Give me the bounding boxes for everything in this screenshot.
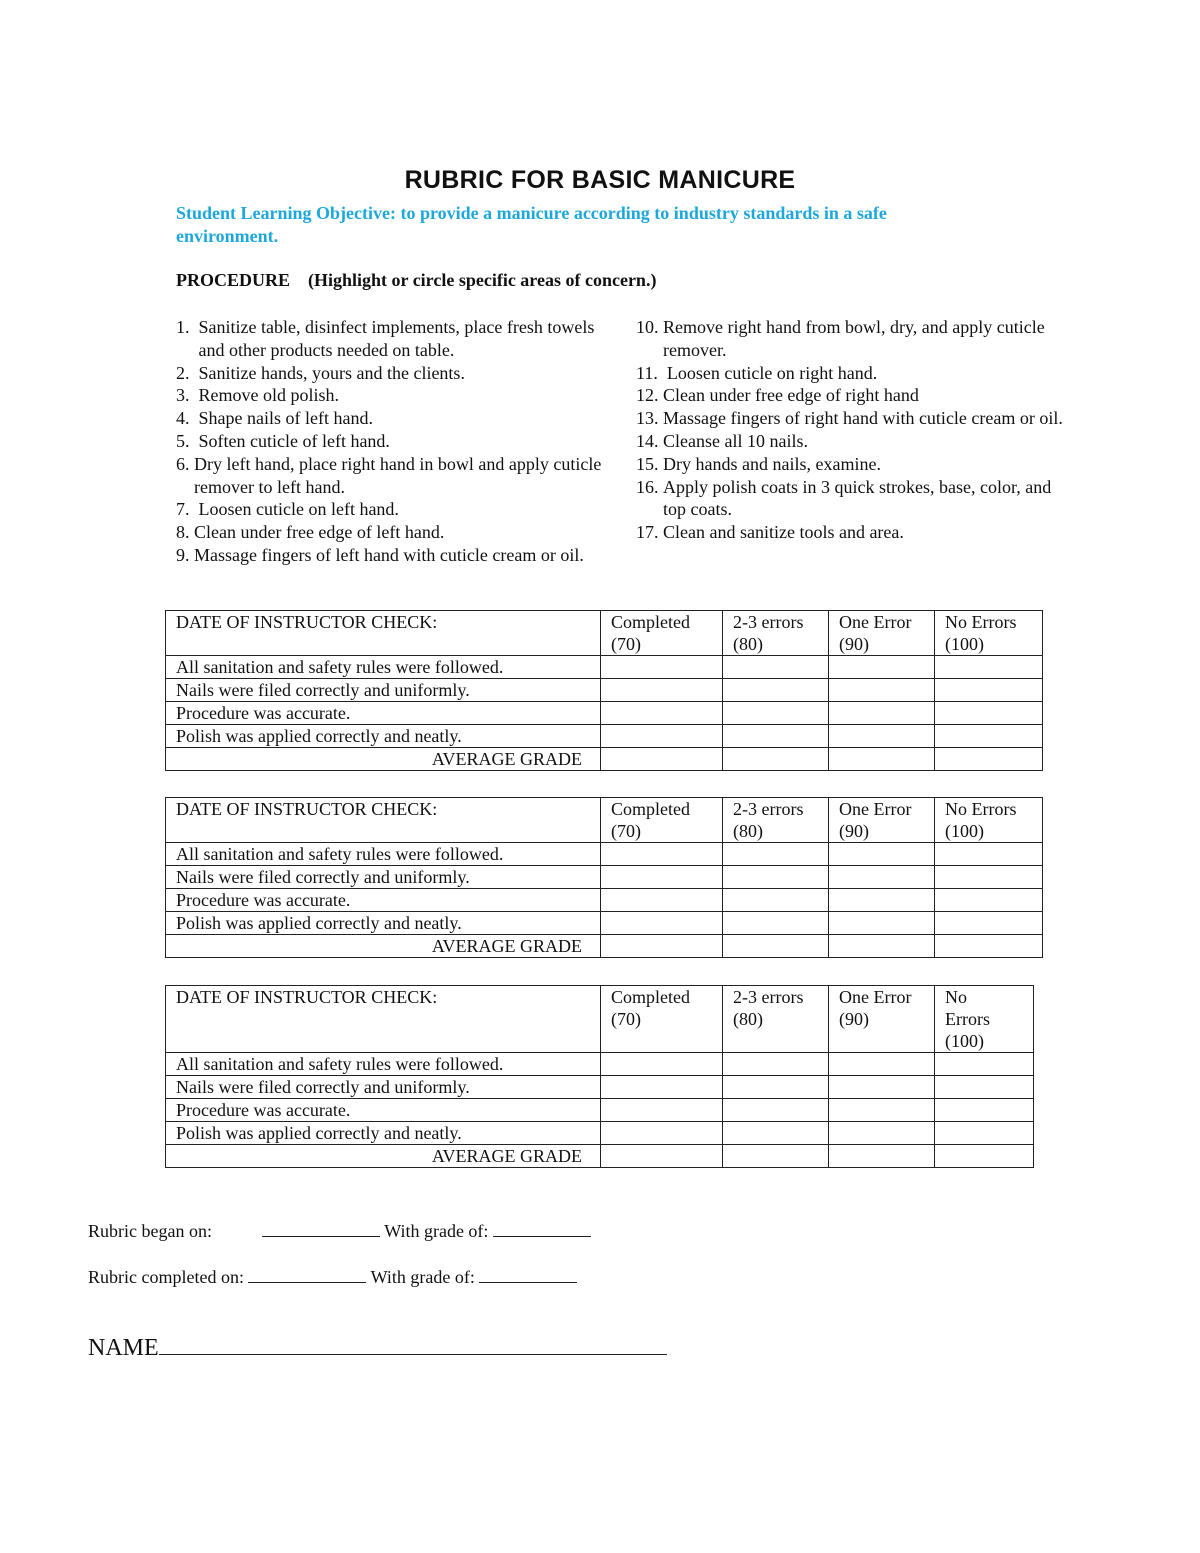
step-text: Shape nails of left hand. — [198, 408, 373, 429]
grade-cell[interactable] — [829, 679, 935, 702]
step-number: 5. — [176, 430, 199, 451]
grade-cell[interactable] — [723, 702, 829, 725]
step-text: Dry hands and nails, examine. — [663, 453, 881, 474]
criterion-label: Procedure was accurate. — [166, 702, 601, 725]
table-row — [166, 725, 1043, 748]
criterion-label: Nails were filed correctly and uniformly. — [166, 1076, 601, 1099]
step-number: 9. — [176, 544, 194, 565]
grade-cell[interactable] — [601, 1122, 723, 1145]
step-number: 13. — [636, 408, 663, 429]
table-row — [166, 935, 1043, 958]
column-one-error: One Error (90) — [829, 986, 935, 1053]
grade-cell[interactable] — [935, 935, 1043, 958]
grade-cell[interactable] — [829, 725, 935, 748]
grade-cell[interactable] — [935, 912, 1043, 935]
step-text: Sanitize table, disinfect implements, place fresh towels and other products needed on table. — [198, 317, 595, 360]
column-2-3-errors: 2-3 errors (80) — [723, 798, 829, 843]
grade-cell[interactable] — [601, 702, 723, 725]
step-number: 7. — [176, 499, 199, 520]
table-row — [166, 866, 1043, 889]
step-number: 11. — [636, 362, 667, 383]
step-number: 12. — [636, 385, 663, 406]
step-text: Remove right hand from bowl, dry, and apply cuticle remover. — [663, 317, 1045, 360]
rubric-table — [165, 797, 1043, 958]
table-row — [166, 1122, 1034, 1145]
rubric-began-line — [88, 1220, 591, 1242]
procedure-step — [176, 453, 616, 499]
procedure-step — [636, 476, 1076, 522]
grade-cell[interactable] — [829, 866, 935, 889]
criterion-label: All sanitation and safety rules were followed. — [166, 843, 601, 866]
step-text: Loosen cuticle on left hand. — [198, 499, 399, 520]
procedure-step — [636, 521, 1076, 544]
procedure-step — [636, 407, 1076, 430]
grade-cell[interactable] — [829, 1122, 935, 1145]
average-grade-label: AVERAGE GRADE — [166, 748, 601, 771]
grade-cell[interactable] — [829, 1145, 935, 1168]
grade-cell[interactable] — [935, 656, 1043, 679]
grade-cell[interactable] — [723, 679, 829, 702]
procedure-label: PROCEDURE — [176, 270, 291, 290]
grade-cell[interactable] — [723, 1076, 829, 1099]
grade-cell[interactable] — [723, 889, 829, 912]
step-number: 3. — [176, 385, 199, 406]
criterion-label: Polish was applied correctly and neatly. — [166, 725, 601, 748]
grade-cell[interactable] — [935, 1122, 1034, 1145]
procedure-step — [176, 430, 616, 453]
grade-cell[interactable] — [601, 1099, 723, 1122]
criterion-label: Procedure was accurate. — [166, 1099, 601, 1122]
name-field[interactable] — [159, 1334, 667, 1355]
grade-cell[interactable] — [723, 912, 829, 935]
column-completed: Completed (70) — [601, 611, 723, 656]
grade-cell[interactable] — [723, 748, 829, 771]
column-no-errors: No Errors (100) — [935, 611, 1043, 656]
grade-cell[interactable] — [935, 1099, 1034, 1122]
table-row — [166, 1076, 1034, 1099]
table-row — [166, 656, 1043, 679]
step-number: 15. — [636, 453, 663, 474]
procedure-step — [636, 316, 1076, 362]
grade-cell[interactable] — [829, 935, 935, 958]
grade-cell[interactable] — [723, 843, 829, 866]
step-text: Clean under free edge of right hand — [663, 385, 919, 406]
step-number: 4. — [176, 408, 199, 429]
grade-cell[interactable] — [723, 935, 829, 958]
grade-cell[interactable] — [601, 1076, 723, 1099]
column-no-errors: No Errors (100) — [935, 986, 1034, 1053]
grade-label: With grade of: — [384, 1221, 489, 1241]
criterion-label: All sanitation and safety rules were followed. — [166, 1053, 601, 1076]
rubric-completed-label: Rubric completed on: — [88, 1267, 244, 1287]
step-number: 1. — [176, 317, 199, 337]
rubric-table — [165, 610, 1043, 771]
step-text: Clean under free edge of left hand. — [194, 522, 445, 543]
grade-cell[interactable] — [601, 843, 723, 866]
grade-cell[interactable] — [601, 748, 723, 771]
step-text: Loosen cuticle on right hand. — [666, 362, 878, 383]
grade-cell[interactable] — [723, 866, 829, 889]
grade-cell[interactable] — [601, 725, 723, 748]
grade-cell[interactable] — [829, 702, 935, 725]
grade-cell[interactable] — [829, 1099, 935, 1122]
procedure-step — [636, 453, 1076, 476]
grade-cell[interactable] — [829, 889, 935, 912]
grade-cell[interactable] — [935, 702, 1043, 725]
grade-cell[interactable] — [829, 1076, 935, 1099]
criterion-label: Procedure was accurate. — [166, 889, 601, 912]
name-label: NAME — [88, 1335, 159, 1361]
grade-cell[interactable] — [601, 1053, 723, 1076]
table-row — [166, 912, 1043, 935]
grade-cell[interactable] — [935, 725, 1043, 748]
step-number: 10. — [636, 317, 663, 337]
learning-objective: Student Learning Objective: to provide a manicure according to industry standards in a safe environment. — [176, 203, 887, 246]
grade-cell[interactable] — [829, 843, 935, 866]
procedure-step — [176, 544, 616, 567]
table-row — [166, 1053, 1034, 1076]
grade-cell[interactable] — [935, 843, 1043, 866]
grade-cell[interactable] — [935, 748, 1043, 771]
began-date-field[interactable] — [262, 1220, 380, 1237]
step-text: Massage fingers of right hand with cuticle cream or oil. — [663, 408, 1063, 429]
column-completed: Completed (70) — [601, 986, 723, 1053]
table-row — [166, 1099, 1034, 1122]
table-row — [166, 702, 1043, 725]
criterion-label: Nails were filed correctly and uniformly. — [166, 679, 601, 702]
step-number: 8. — [176, 522, 194, 543]
grade-cell[interactable] — [935, 1145, 1034, 1168]
step-number: 16. — [636, 476, 663, 497]
grade-cell[interactable] — [723, 656, 829, 679]
table-row — [166, 889, 1043, 912]
procedure-steps-right — [636, 316, 1076, 544]
grade-cell[interactable] — [935, 1053, 1034, 1076]
column-one-error: One Error (90) — [829, 798, 935, 843]
step-text: Soften cuticle of left hand. — [198, 430, 390, 451]
completed-date-field[interactable] — [248, 1266, 366, 1283]
criterion-label: Polish was applied correctly and neatly. — [166, 1122, 601, 1145]
step-text: Dry left hand, place right hand in bowl and apply cuticle remover to left hand. — [194, 453, 602, 497]
column-2-3-errors: 2-3 errors (80) — [723, 611, 829, 656]
procedure-note: (Highlight or circle specific areas of concern.) — [308, 270, 657, 290]
average-grade-label: AVERAGE GRADE — [166, 935, 601, 958]
procedure-step — [176, 384, 616, 407]
procedure-step — [176, 316, 616, 362]
procedure-step — [636, 430, 1076, 453]
grade-cell[interactable] — [601, 679, 723, 702]
grade-cell[interactable] — [829, 748, 935, 771]
grade-cell[interactable] — [935, 679, 1043, 702]
criterion-label: Polish was applied correctly and neatly. — [166, 912, 601, 935]
step-number: 14. — [636, 430, 663, 451]
grade-cell[interactable] — [601, 912, 723, 935]
step-number: 2. — [176, 362, 199, 383]
grade-cell[interactable] — [829, 656, 935, 679]
procedure-step — [176, 521, 616, 544]
step-text: Apply polish coats in 3 quick strokes, base, color, and top coats. — [663, 476, 1052, 520]
grade-cell[interactable] — [829, 1053, 935, 1076]
grade-cell[interactable] — [601, 656, 723, 679]
step-text: Remove old polish. — [198, 385, 339, 406]
column-no-errors: No Errors (100) — [935, 798, 1043, 843]
column-2-3-errors: 2-3 errors (80) — [723, 986, 829, 1053]
grade-cell[interactable] — [601, 1145, 723, 1168]
step-text: Sanitize hands, yours and the clients. — [198, 362, 465, 383]
grade-label: With grade of: — [370, 1267, 475, 1287]
table-row — [166, 748, 1043, 771]
procedure-step — [636, 384, 1076, 407]
step-number: 17. — [636, 522, 663, 543]
table-row — [166, 1145, 1034, 1168]
date-of-check-label: DATE OF INSTRUCTOR CHECK: — [166, 798, 601, 843]
grade-cell[interactable] — [601, 889, 723, 912]
name-line — [88, 1334, 667, 1362]
procedure-heading — [176, 270, 656, 291]
grade-cell[interactable] — [829, 912, 935, 935]
grade-cell[interactable] — [935, 866, 1043, 889]
procedure-step — [176, 362, 616, 385]
grade-cell[interactable] — [723, 1145, 829, 1168]
step-text: Cleanse all 10 nails. — [663, 430, 808, 451]
completed-grade-field[interactable] — [479, 1266, 577, 1283]
step-number: 6. — [176, 453, 194, 474]
average-grade-label: AVERAGE GRADE — [166, 1145, 601, 1168]
grade-cell[interactable] — [723, 1053, 829, 1076]
rubric-began-label: Rubric began on: — [88, 1221, 212, 1241]
rubric-completed-line — [88, 1266, 577, 1288]
grade-cell[interactable] — [723, 1122, 829, 1145]
procedure-step — [176, 498, 616, 521]
date-of-check-label: DATE OF INSTRUCTOR CHECK: — [166, 986, 601, 1053]
procedure-steps-left — [176, 316, 616, 567]
grade-cell[interactable] — [723, 1099, 829, 1122]
criterion-label: Nails were filed correctly and uniformly. — [166, 866, 601, 889]
column-one-error: One Error (90) — [829, 611, 935, 656]
began-grade-field[interactable] — [493, 1220, 591, 1237]
grade-cell[interactable] — [935, 889, 1043, 912]
procedure-step — [636, 362, 1076, 385]
procedure-step — [176, 407, 616, 430]
step-text: Massage fingers of left hand with cuticle cream or oil. — [194, 544, 584, 565]
column-completed: Completed (70) — [601, 798, 723, 843]
grade-cell[interactable] — [601, 935, 723, 958]
grade-cell[interactable] — [601, 866, 723, 889]
page-title: RUBRIC FOR BASIC MANICURE — [404, 166, 796, 194]
table-row — [166, 843, 1043, 866]
grade-cell[interactable] — [935, 1076, 1034, 1099]
date-of-check-label: DATE OF INSTRUCTOR CHECK: — [166, 611, 601, 656]
grade-cell[interactable] — [723, 725, 829, 748]
table-row — [166, 679, 1043, 702]
criterion-label: All sanitation and safety rules were followed. — [166, 656, 601, 679]
step-text: Clean and sanitize tools and area. — [663, 522, 904, 543]
rubric-table — [165, 985, 1034, 1168]
